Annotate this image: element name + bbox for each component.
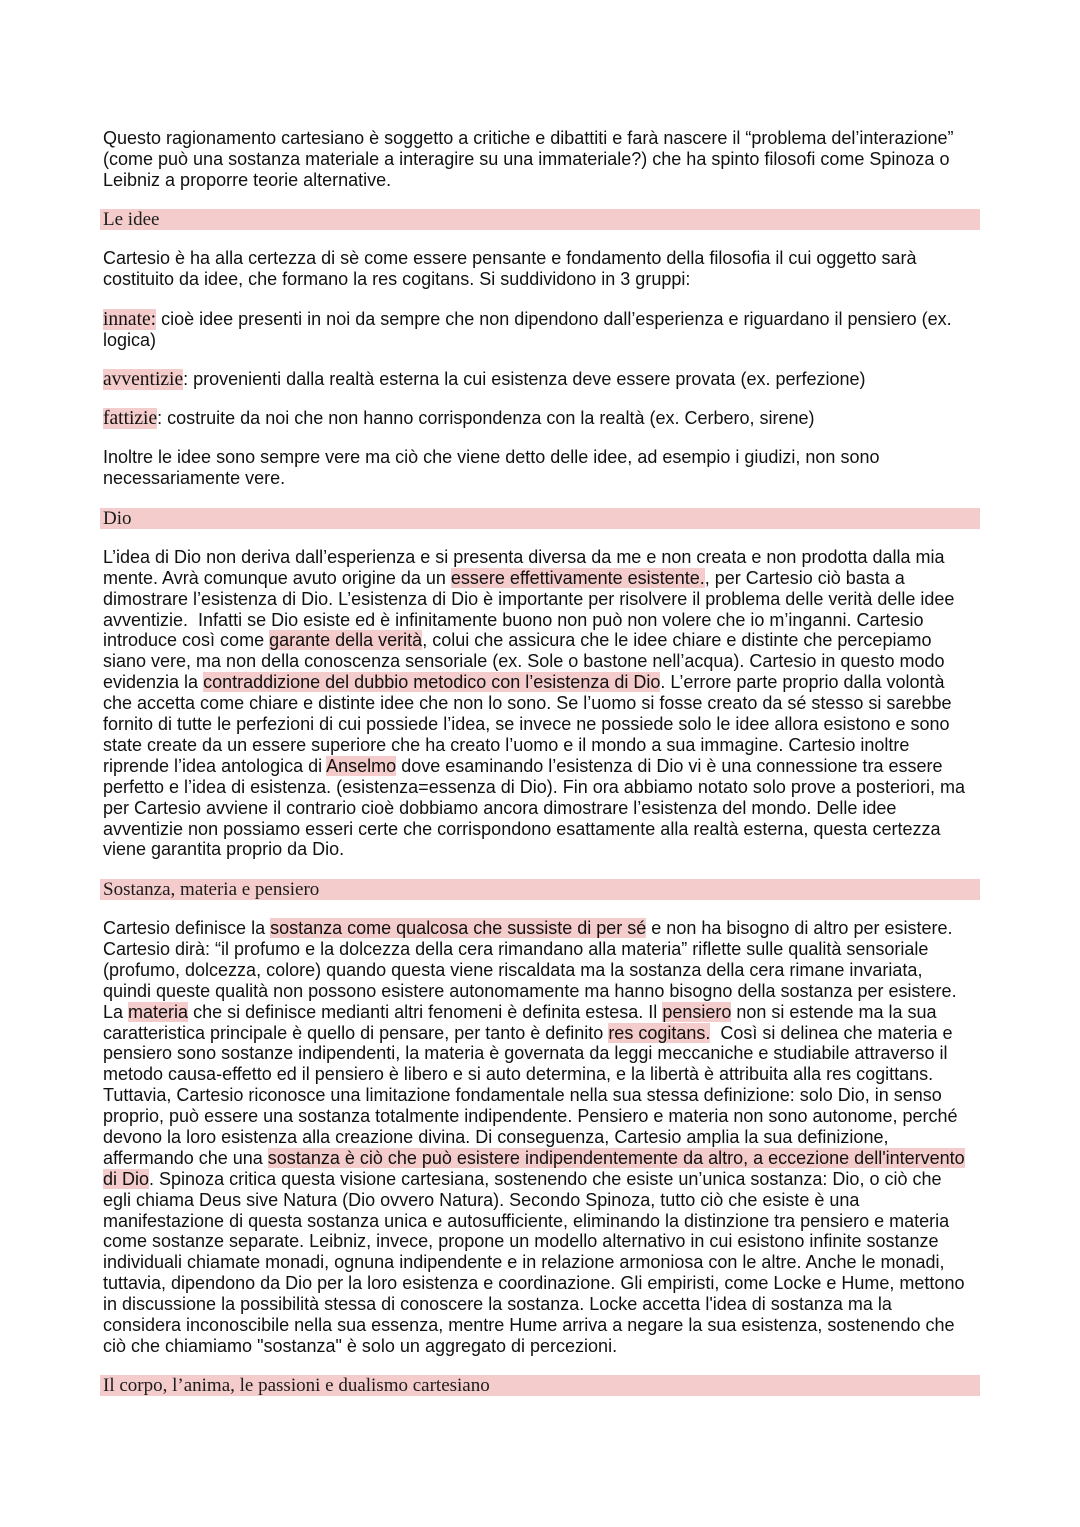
text-line: in discussione la possibilità stessa di conoscere la sostanza. Locke accetta l'idea di sostanza ma la — [103, 1294, 892, 1315]
text-line: Leibniz a proporre teorie alternative. — [103, 169, 392, 190]
text-line: state create da un essere superiore che ha creato l’uomo e il mondo a sua immagine. Cartesio inoltre — [103, 734, 910, 755]
highlighted-text: pensiero — [662, 1001, 732, 1022]
text-line — [103, 568, 980, 589]
text-segment: cioè idee presenti in noi da sempre che non dipendono dall’esperienza e riguardano il pensiero (ex. — [156, 308, 952, 329]
text-line: ciò che chiamiamo "sostanza" è solo un aggregato di percezioni. — [103, 1335, 618, 1356]
text-line: Tuttavia, Cartesio riconosce una limitazione fondamentale nella sua stessa definizione: solo Dio, in senso — [103, 1085, 942, 1106]
text-segment: . L’errore parte proprio dalla volontà — [660, 672, 945, 693]
text-line: (profumo, dolcezza, colore) quando questa viene riscaldata ma la sostanza della cera rimane invariata, — [103, 959, 923, 980]
section-heading: Dio — [100, 508, 980, 529]
text-line — [103, 1169, 980, 1190]
text-line: siano vere, ma non della conoscenza sensoriale (ex. Sole o bastone nell’acqua). Cartesio in questo modo — [103, 651, 945, 672]
text-segment: , colui che assicura che le idee chiare e distinte che percepiamo — [422, 630, 932, 651]
text-line — [103, 630, 980, 651]
text-line: Questo ragionamento cartesiano è soggetto a critiche e dibattiti e farà nascere il “problema del’interazione” — [103, 128, 954, 148]
document-body — [103, 128, 980, 1415]
text-segment: . Spinoza critica questa visione cartesiana, sostenendo che esiste un’unica sostanza: Dio, o ciò che — [149, 1168, 942, 1189]
text-line: (come può una sostanza materiale a interagire su una immateriale?) che ha spinto filosofi come Spinoza o — [103, 148, 950, 169]
text-segment: e non ha bisogno di altro per esistere. — [646, 918, 953, 939]
text-segment: : costruite da noi che non hanno corrispondenza con la realtà (ex. Cerbero, sirene) — [157, 408, 815, 429]
text-line — [103, 408, 980, 429]
paragraph — [103, 918, 980, 1357]
text-line — [103, 1148, 980, 1169]
text-line — [103, 918, 980, 939]
section-heading: Il corpo, l’anima, le passioni e dualismo cartesiano — [100, 1375, 980, 1396]
text-segment: Cartesio definisce la — [103, 918, 271, 939]
text-segment: La — [103, 1001, 129, 1022]
text-line: per Cartesio avviene il contrario cioè dobbiamo ancora dimostrare l’esistenza del mondo. Delle idee — [103, 797, 897, 818]
text-line: individuali chiamate monadi, ognuna indipendente e in relazione armoniosa con le altre. Anche le monadi, — [103, 1252, 945, 1273]
text-line: viene garantita proprio da Dio. — [103, 839, 345, 860]
term-label: fattizie — [103, 408, 158, 430]
text-line — [103, 672, 980, 693]
text-segment: affermando che una — [103, 1147, 268, 1168]
section-heading: Le idee — [100, 209, 980, 230]
text-line: manifestazione di questa sostanza unica e autosufficiente, eliminando la distinzione tra pensiero e materia — [103, 1210, 950, 1231]
paragraph — [103, 547, 980, 860]
text-line: avventizie non possiamo esseri certe che corrispondono esattamente alla realtà esterna, questa certezza — [103, 818, 941, 839]
text-line: che accetta come chiare e distinte idee che non lo sono. Se l’uomo si fosse creato da sé stesso si sarebbe — [103, 693, 952, 714]
term-label: innate: — [103, 308, 157, 330]
text-segment: : provenienti dalla realtà esterna la cui esistenza deve essere provata (ex. perfezione) — [183, 368, 866, 389]
paragraph — [103, 447, 980, 489]
text-line: Cartesio è ha alla certezza di sè come essere pensante e fondamento della filosofia il cui oggetto sarà — [103, 248, 917, 269]
text-line — [103, 756, 980, 777]
paragraph — [103, 248, 980, 290]
text-line: perfetto e l’idea di esistenza. (esistenza=essenza di Dio). Fin ora abbiamo notato solo prove a posteriori, ma — [103, 776, 965, 797]
text-line: quindi queste qualità non possono esistere autonomamente ma hanno bisogno della sostanza per esistere. — [103, 980, 957, 1001]
text-segment: che si definisce medianti altri fenomeni è definita estesa. Il — [188, 1001, 663, 1022]
highlighted-text: garante della verità — [269, 630, 423, 651]
highlighted-text: di Dio — [103, 1168, 150, 1189]
text-segment: non si estende ma la sua — [731, 1001, 937, 1022]
text-segment: dove esaminando l’esistenza di Dio vi è una connessione tra essere — [396, 755, 943, 776]
highlighted-text: Anselmo — [326, 755, 397, 776]
text-line — [103, 1002, 980, 1023]
text-line: proprio, può essere una sostanza totalmente indipendente. Pensiero e materia non sono autonome, perché — [103, 1106, 958, 1127]
text-line: egli chiama Deus sive Natura (Dio ovvero Natura). Secondo Spinoza, tutto ciò che esiste è una — [103, 1189, 860, 1210]
text-line — [103, 1023, 980, 1044]
text-line — [103, 369, 980, 390]
text-line: Cartesio dirà: “il profumo e la dolcezza della cera rimandano alla materia” riflette sulle qualità sensoriale — [103, 938, 929, 959]
highlighted-text: sostanza è ciò che può esistere indipendentemente da altro, a eccezione dell'intervento — [267, 1147, 965, 1168]
paragraph — [103, 408, 980, 429]
text-line: logica) — [103, 329, 157, 350]
text-segment: caratteristica principale è quello di pensare, per tanto è definito — [103, 1022, 609, 1043]
paragraph — [103, 369, 980, 390]
term-label: avventizie — [103, 368, 184, 390]
paragraph — [103, 309, 980, 351]
highlighted-text: sostanza come qualcosa che sussiste di per sé — [270, 918, 647, 939]
text-line: necessariamente vere. — [103, 468, 286, 489]
text-line: avventizie. Infatti se Dio esiste ed è infinitamente buono non può non volere che io m’inganni. Cartesio — [103, 609, 924, 630]
text-line: costituito da idee, che formano la res cogitans. Si suddividono in 3 gruppi: — [103, 269, 691, 290]
text-line: L’idea di Dio non deriva dall’esperienza e si presenta diversa da me e non creata e non prodotta dalla mia — [103, 546, 945, 567]
text-segment: , per Cartesio ciò basta a — [704, 567, 905, 588]
paragraph — [103, 128, 980, 191]
text-segment: riprende l’idea antologica di — [103, 755, 327, 776]
text-line — [103, 309, 980, 330]
text-line: come sostanze separate. Leibniz, invece, propone un modello alternativo in cui esistono infinite sostanze — [103, 1231, 939, 1252]
highlighted-text: essere effettivamente esistente. — [450, 567, 705, 588]
text-segment: mente. Avrà comunque avuto origine da un — [103, 567, 451, 588]
text-segment: Così si delinea che materia e — [710, 1022, 953, 1043]
text-line: Inoltre le idee sono sempre vere ma ciò che viene detto delle idee, ad esempio i giudizi, non sono — [103, 447, 880, 468]
text-line: devono la loro esistenza alla creazione divina. Di conseguenza, Cartesio amplia la sua definizione, — [103, 1126, 889, 1147]
text-line: pensiero sono sostanze indipendenti, la materia è governata da leggi meccaniche e studiabile attraverso il — [103, 1043, 948, 1064]
text-line: dimostrare l’esistenza di Dio. L’esistenza di Dio è importante per risolvere il problema delle verità delle idee — [103, 588, 955, 609]
text-line: metodo causa-effetto ed il pensiero è libero e si auto determina, e la libertà è attribuita alla res cogittans. — [103, 1064, 934, 1085]
text-line: fornito di tutte le perfezioni di cui possiede l’idea, se invece ne possiede solo le idee allora esistono e sono — [103, 714, 950, 735]
text-line: considera inconoscibile nella sua essenza, mentre Hume arriva a negare la sua esistenza, sostenendo che — [103, 1314, 955, 1335]
highlighted-text: materia — [128, 1001, 189, 1022]
section-heading: Sostanza, materia e pensiero — [100, 879, 980, 900]
highlighted-text: contraddizione del dubbio metodico con l’esistenza di Dio — [203, 672, 661, 693]
text-line: tuttavia, dipendono da Dio per la loro esistenza e coordinazione. Gli empiristi, come Locke e Hume, mettono — [103, 1273, 965, 1294]
text-segment: introduce così come — [103, 630, 270, 651]
text-segment: evidenzia la — [103, 672, 204, 693]
highlighted-text: res cogitans. — [608, 1022, 711, 1043]
